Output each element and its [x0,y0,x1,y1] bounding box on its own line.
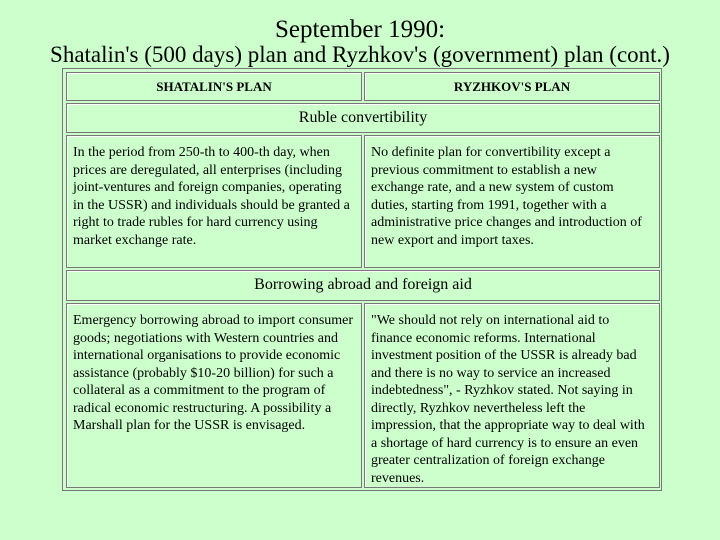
header-ryzhkov-plan: RYZHKOV'S PLAN [364,72,660,101]
slide-subtitle: Shatalin's (500 days) plan and Ryzhkov's (government) plan (cont.) [50,42,670,67]
header-shatalin-plan: SHATALIN'S PLAN [66,72,362,101]
section-heading-borrowing-abroad: Borrowing abroad and foreign aid [66,270,660,301]
comparison-table [62,68,662,491]
section-heading-ruble-convertibility: Ruble convertibility [66,103,660,133]
slide-title: September 1990: [274,16,446,43]
shatalin-ruble-convertibility-text: In the period from 250-th to 400-th day, when prices are deregulated, all enterprises (including joint-ventures and foreign companies, operating in the USSR) and individuals should be granted a right to trade rubles for hard currency using market exchange rate. [66,135,362,268]
ryzhkov-borrowing-abroad-text: "We should not rely on international aid to finance economic reforms. International investment position of the USSR is already bad and there is no way to service an increased indebtedness", - Ryzhkov stated. Not saying in directly, Ryzhkov nevertheless left the impression, that the appropriate way to deal with a shortage of hard currency is to ensure an even greater centralization of foreign exchange revenues. [364,303,660,488]
ryzhkov-ruble-convertibility-text: No definite plan for convertibility except a previous commitment to establish a new exchange rate, and a new system of custom duties, starting from 1991, together with a administrative price changes and introduction of new export and import taxes. [364,135,660,268]
shatalin-borrowing-abroad-text: Emergency borrowing abroad to import consumer goods; negotiations with Western countries and international organisations to provide economic assistance (probably $10-20 billion) for such a collateral as a commitment to the program of radical economic restructuring. A possibility a Marshall plan for the USSR is envisaged. [66,303,362,488]
